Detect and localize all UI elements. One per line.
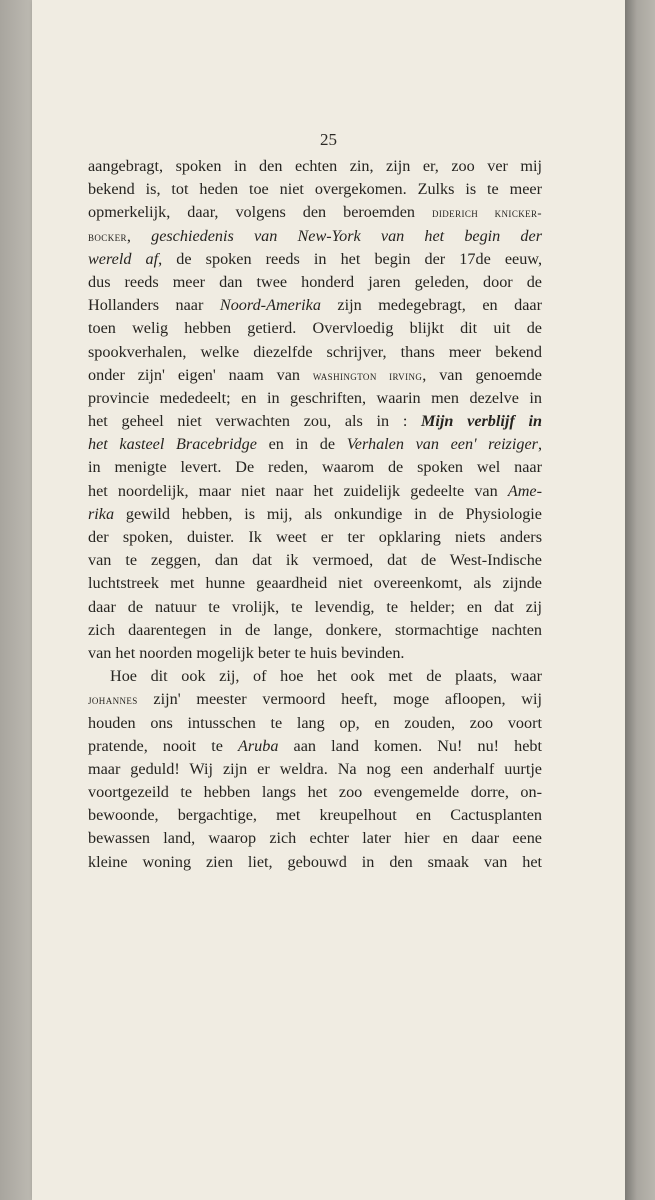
text-run: zijn medegebragt, en daar [320,296,542,315]
text-line [88,364,542,387]
text-line [88,201,542,224]
text-run: voortgezeild te hebben langs het zoo evengemelde dorre, on- [88,783,542,802]
small-caps-name: johannes [88,693,138,708]
text-line [88,619,542,642]
text-run: toen welig hebben getierd. Overvloedig blijkt dit uit de [88,319,542,338]
italic-phrase: geschiedenis van New-York van het begin der [151,226,542,245]
text-run: pratende, nooit te [88,736,238,755]
book-page [32,0,625,1200]
italic-phrase: Verhalen van een' reiziger [346,435,538,454]
text-line [88,804,542,827]
text-run: opmerkelijk, daar, volgens den beroemden [88,203,432,222]
text-run: , van genoemde [422,365,542,384]
text-run: het noordelijk, maar niet naar het zuidelijk gedeelte van [88,481,508,500]
text-line [88,341,542,364]
text-run: , [537,435,542,454]
small-caps-name: bocker [88,229,127,244]
text-line [88,642,542,665]
text-run: maar geduld! Wij zijn er weldra. Na nog een anderhalf uurtje [88,759,542,778]
text-run: dus reeds meer dan twee honderd jaren geleden, door de [88,272,542,291]
small-caps-name: diderich knicker- [431,206,542,221]
text-line [88,456,542,479]
text-run: Hollanders naar [88,296,220,315]
text-run: spookverhalen, welke diezelfde schrijver, thans meer bekend [88,342,542,361]
text-run: aan land komen. Nu! nu! hebt [278,736,543,755]
text-run: , de spoken reeds in het begin der 17de eeuw, [158,249,542,268]
text-line [88,155,542,178]
text-line [88,688,542,711]
italic-phrase: wereld af [88,249,159,268]
text-run: zich daarentegen in de lange, donkere, stormachtige nachten [88,620,542,639]
body-text [88,155,542,874]
text-run: van het noorden mogelijk beter te huis bevinden. [88,643,405,662]
text-line [88,317,542,340]
text-line [88,572,542,595]
text-line [88,178,542,201]
scan-background-left [0,0,32,1200]
text-run: houden ons intusschen te lang op, en zouden, zoo voort [88,713,542,732]
text-run: bekend is, tot heden toe niet overgekomen. Zulks is te meer [88,180,542,199]
italic-phrase: Aruba [237,736,279,755]
scan-background-right [625,0,655,1200]
italic-phrase: Noord-Amerika [219,296,321,315]
text-line [88,735,542,758]
text-run: gewild hebben, is mij, als onkundige in de Physiologie [114,504,542,523]
text-run: onder zijn' eigen' naam van [88,365,313,384]
text-run: van te zeggen, dan dat ik vermoed, dat de West-Indische [88,551,542,570]
text-run: kleine woning zien liet, gebouwd in den smaak van het [88,852,542,871]
text-line [88,665,542,688]
text-line [88,480,542,503]
text-run: provincie mededeelt; en in geschriften, waarin men dezelve in [88,388,542,407]
text-line [88,410,542,433]
text-run: der spoken, duister. Ik weet er ter opklaring niets anders [88,528,542,546]
text-run: , [126,226,152,245]
text-line [88,248,542,271]
text-run: bewassen land, waarop zich echter later hier en daar eene [88,829,542,848]
text-line [88,712,542,735]
text-line [88,294,542,317]
text-run: luchtstreek met hunne geaardheid niet overeenkomt, als zijnde [88,574,542,593]
text-line [88,827,542,850]
text-run: Hoe dit ook zij, of hoe het ook met de plaats, waar [110,667,542,686]
text-run: en in de [256,435,347,454]
text-line [88,503,542,526]
text-line [88,549,542,572]
text-line [88,851,542,874]
italic-phrase: rika [88,504,115,523]
text-line [88,433,542,456]
text-run: aangebragt, spoken in den echten zin, zijn er, zoo ver mij [88,157,542,175]
text-run: zijn' meester vermoord heeft, moge afloopen, wij [137,690,542,709]
text-run: in menigte levert. De reden, waarom de spoken wel naar [88,458,542,477]
italic-phrase: het kasteel Bracebridge [88,435,257,454]
text-run: bewoonde, bergachtige, met kreupelhout en Cactusplanten [88,806,542,825]
text-run: het geheel niet verwachten zou, als in : [88,412,422,431]
small-caps-name: washington irving [312,368,423,383]
italic-phrase: Ame- [507,481,542,500]
text-run: daar de natuur te vrolijk, te levendig, te helder; en dat zij [88,597,542,616]
text-line [88,387,542,410]
text-line [88,271,542,294]
text-line [88,758,542,781]
italic-phrase: Mijn verblijf in [421,412,542,431]
text-line [88,781,542,804]
page-number: 25 [320,130,337,149]
text-line [88,596,542,619]
text-line [88,526,542,549]
text-line [88,225,542,248]
